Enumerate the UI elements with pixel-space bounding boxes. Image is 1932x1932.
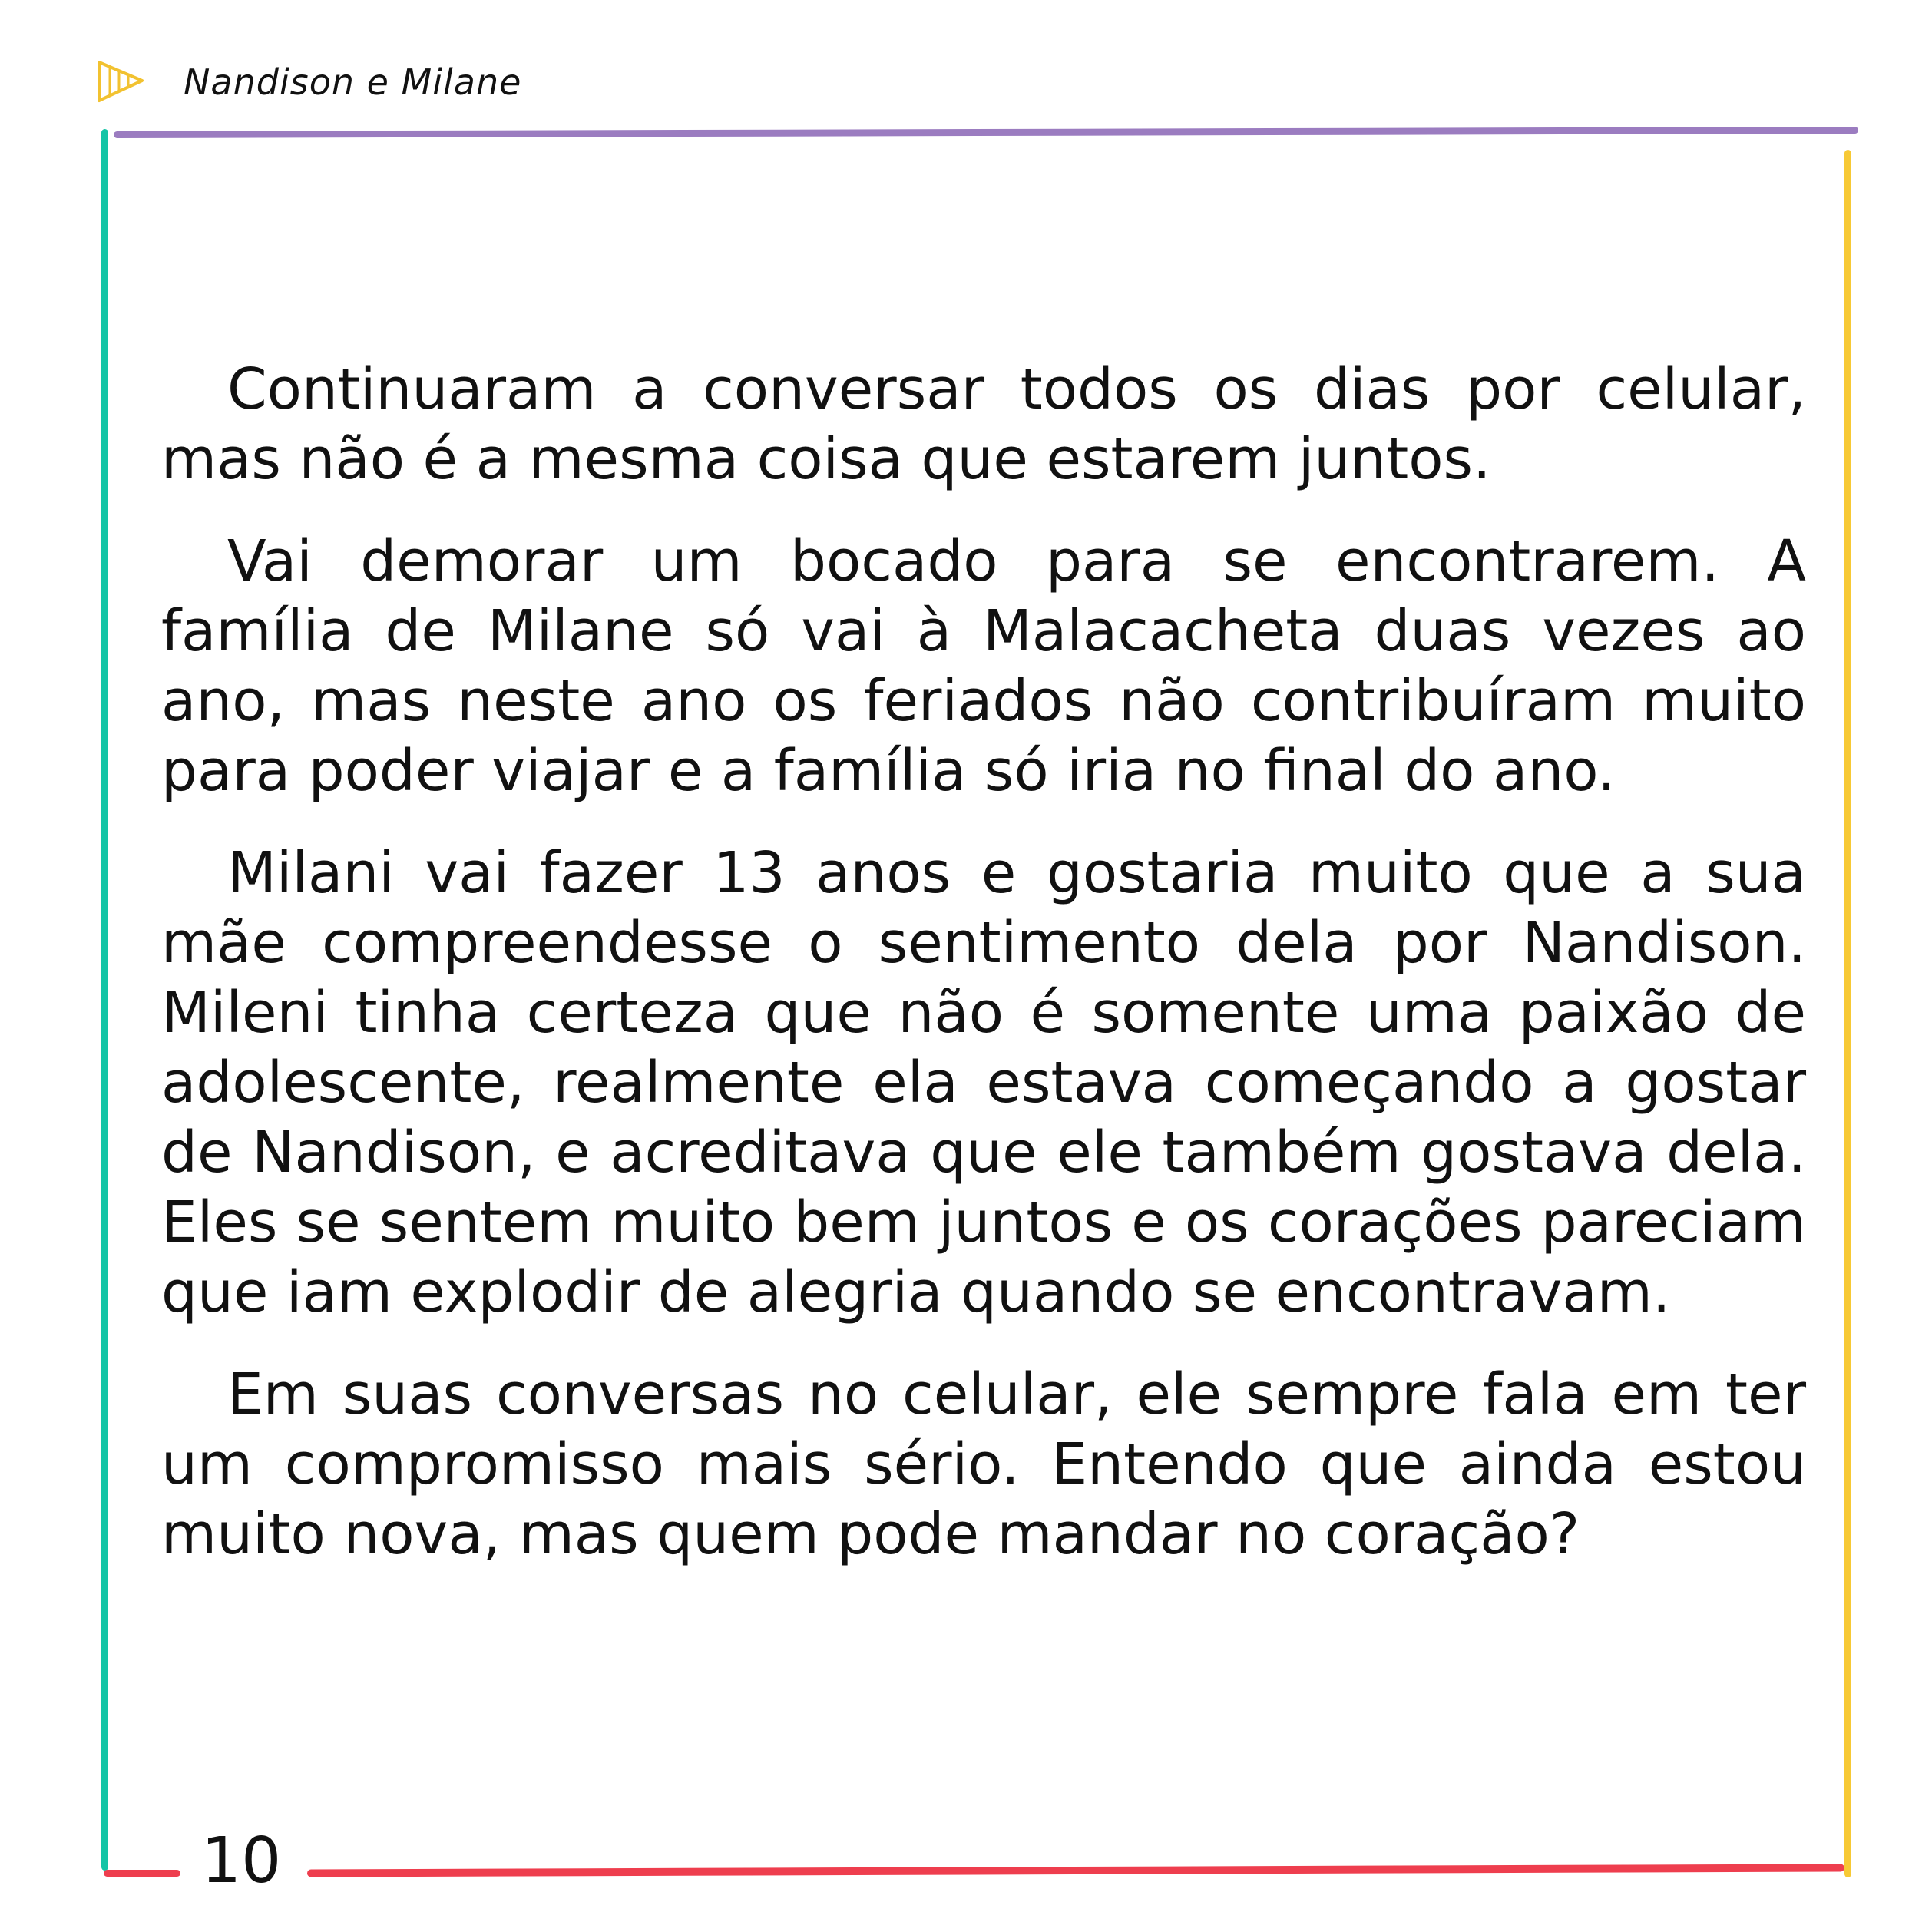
border-bottom-left bbox=[104, 1870, 180, 1877]
pencil-tip-icon bbox=[96, 58, 145, 107]
paragraph-2: Vai demorar um bocado para se encontrarem. A família de Milane só vai à Malacacheta duas vezes ao ano, mas neste ano os feriados não contribuíram muito para poder viajar e a família só iria no final do ano. bbox=[161, 528, 1806, 804]
book-title: Nandison e Milane bbox=[184, 61, 522, 103]
border-left bbox=[101, 129, 108, 1871]
paragraph-3: Milani vai fazer 13 anos e gostaria muito que a sua mãe compreendesse o sentimento dela por Nandison. Mileni tinha certeza que não é somente uma paixão de adolescente, realmente ela estava começando a gostar de Nandison, e acreditava que ele também gostava dela. Eles se sentem muito bem juntos e os corações pareciam que iam explodir de alegria quando se encontravam. bbox=[161, 840, 1806, 1325]
border-bottom-right bbox=[307, 1864, 1844, 1877]
page-header bbox=[96, 55, 521, 109]
paragraph-1: Continuaram a conversar todos os dias por celular, mas não é a mesma coisa que estarem juntos. bbox=[161, 356, 1806, 492]
border-right bbox=[1844, 150, 1851, 1877]
paragraph-4: Em suas conversas no celular, ele sempre fala em ter um compromisso mais sério. Entendo que ainda estou muito nova, mas quem pode mandar no coração? bbox=[161, 1361, 1806, 1567]
story-text bbox=[161, 355, 1806, 1602]
border-top bbox=[114, 127, 1858, 138]
page-number: 10 bbox=[201, 1824, 282, 1897]
